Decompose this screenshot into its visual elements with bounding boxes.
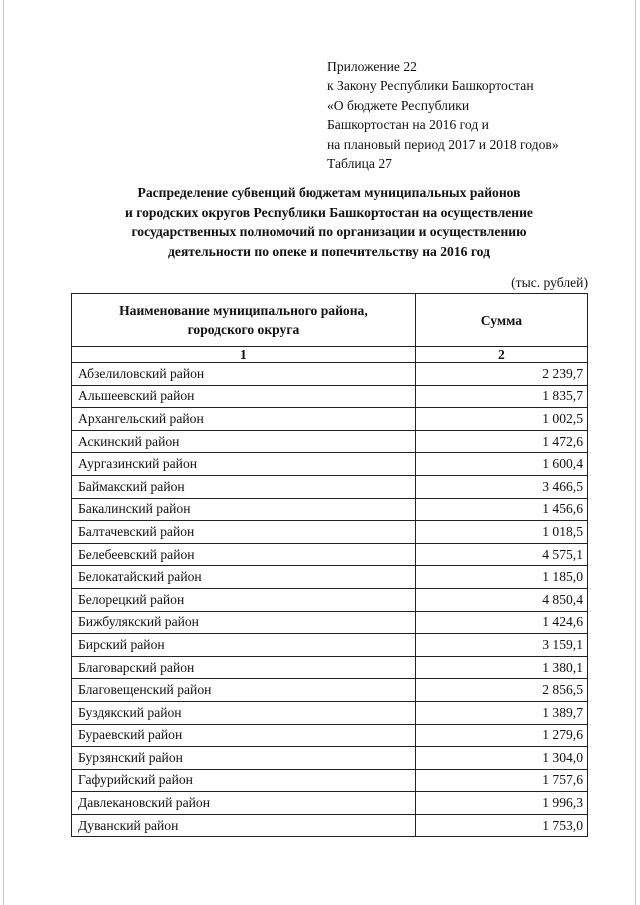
district-name-cell: Белокатайский район bbox=[72, 566, 416, 589]
district-name-cell: Баймакский район bbox=[72, 475, 416, 498]
district-name-cell: Бураевский район bbox=[72, 724, 416, 747]
sum-cell: 2 856,5 bbox=[415, 679, 587, 702]
appendix-line: «О бюджете Республики bbox=[327, 97, 470, 113]
table-row bbox=[72, 724, 588, 747]
table-row bbox=[72, 363, 588, 386]
sum-cell: 1 835,7 bbox=[415, 385, 587, 408]
table-row bbox=[72, 430, 588, 453]
sum-cell: 1 996,3 bbox=[415, 792, 587, 815]
header-name-cell bbox=[72, 294, 416, 347]
table-row bbox=[72, 611, 588, 634]
district-name-cell: Архангельский район bbox=[72, 408, 416, 431]
sum-cell: 1 380,1 bbox=[415, 656, 587, 679]
column-number-row bbox=[72, 347, 588, 363]
sum-cell: 3 159,1 bbox=[415, 634, 587, 657]
district-name-cell: Абзелиловский район bbox=[72, 363, 416, 386]
district-name-cell: Альшеевский район bbox=[72, 385, 416, 408]
sum-cell: 1 424,6 bbox=[415, 611, 587, 634]
sum-cell: 1 456,6 bbox=[415, 498, 587, 521]
sum-cell: 1 279,6 bbox=[415, 724, 587, 747]
table-row bbox=[72, 679, 588, 702]
district-name-cell: Бакалинский район bbox=[72, 498, 416, 521]
appendix-header bbox=[327, 57, 627, 173]
sum-cell: 1 753,0 bbox=[415, 814, 587, 837]
header-name-line: городского округа bbox=[187, 322, 300, 337]
units-label: (тыс. рублей) bbox=[511, 275, 588, 290]
table-row bbox=[72, 747, 588, 770]
appendix-line: Приложение 22 bbox=[327, 59, 417, 74]
district-name-cell: Балтачевский район bbox=[72, 521, 416, 544]
table-row bbox=[72, 588, 588, 611]
district-name-cell: Дуванский район bbox=[72, 814, 416, 837]
district-name-cell: Аскинский район bbox=[72, 430, 416, 453]
page-edge-right bbox=[635, 0, 636, 905]
table-row bbox=[72, 521, 588, 544]
document-title bbox=[70, 183, 588, 261]
district-name-cell: Буздякский район bbox=[72, 701, 416, 724]
table-row bbox=[72, 792, 588, 815]
column-number: 1 bbox=[72, 347, 416, 363]
table-row bbox=[72, 769, 588, 792]
page-edge-left bbox=[3, 0, 4, 905]
district-name-cell: Белорецкий район bbox=[72, 588, 416, 611]
sum-cell: 1 757,6 bbox=[415, 769, 587, 792]
sum-cell: 1 304,0 bbox=[415, 747, 587, 770]
table-row bbox=[72, 814, 588, 837]
sum-cell: 1 600,4 bbox=[415, 453, 587, 476]
appendix-line: к Закону Республики Башкортостан bbox=[327, 78, 534, 94]
table-row bbox=[72, 701, 588, 724]
sum-cell: 1 472,6 bbox=[415, 430, 587, 453]
district-name-cell: Белебеевский район bbox=[72, 543, 416, 566]
title-line: Распределение субвенций бюджетам муниципальных районов bbox=[137, 185, 521, 200]
sum-cell: 1 018,5 bbox=[415, 521, 587, 544]
sum-cell: 4 575,1 bbox=[415, 543, 587, 566]
district-name-cell: Бурзянский район bbox=[72, 747, 416, 770]
table-body bbox=[72, 363, 588, 837]
table-row bbox=[72, 385, 588, 408]
sum-cell: 1 389,7 bbox=[415, 701, 587, 724]
table-row bbox=[72, 453, 588, 476]
sum-cell: 3 466,5 bbox=[415, 475, 587, 498]
table-number: Таблица 27 bbox=[327, 156, 392, 172]
subsidies-table bbox=[71, 293, 588, 837]
table-row bbox=[72, 634, 588, 657]
sum-cell: 1 002,5 bbox=[415, 408, 587, 431]
table-row bbox=[72, 566, 588, 589]
header-name-line: Наименование муниципального района, bbox=[119, 303, 368, 318]
table-row bbox=[72, 408, 588, 431]
district-name-cell: Аургазинский район bbox=[72, 453, 416, 476]
table-row bbox=[72, 475, 588, 498]
district-name-cell: Бижбулякский район bbox=[72, 611, 416, 634]
sum-cell: 1 185,0 bbox=[415, 566, 587, 589]
sum-cell: 2 239,7 bbox=[415, 363, 587, 386]
district-name-cell: Благоварский район bbox=[72, 656, 416, 679]
district-name-cell: Благовещенский район bbox=[72, 679, 416, 702]
district-name-cell: Гафурийский район bbox=[72, 769, 416, 792]
table-header-row bbox=[72, 294, 588, 347]
appendix-line: на плановый период 2017 и 2018 годов» bbox=[327, 136, 559, 152]
table-row bbox=[72, 656, 588, 679]
table-row bbox=[72, 498, 588, 521]
column-number: 2 bbox=[415, 347, 587, 363]
sum-cell: 4 850,4 bbox=[415, 588, 587, 611]
header-sum-cell: Сумма bbox=[415, 294, 587, 347]
title-line: деятельности по опеке и попечительству на 2016 год bbox=[168, 243, 490, 259]
district-name-cell: Бирский район bbox=[72, 634, 416, 657]
table-row bbox=[72, 543, 588, 566]
title-line: государственных полномочий по организации и осуществлению bbox=[131, 224, 527, 239]
appendix-line: Башкортостан на 2016 год и bbox=[327, 117, 489, 133]
district-name-cell: Давлекановский район bbox=[72, 792, 416, 815]
title-line: и городских округов Республики Башкортостан на осуществление bbox=[125, 204, 533, 220]
